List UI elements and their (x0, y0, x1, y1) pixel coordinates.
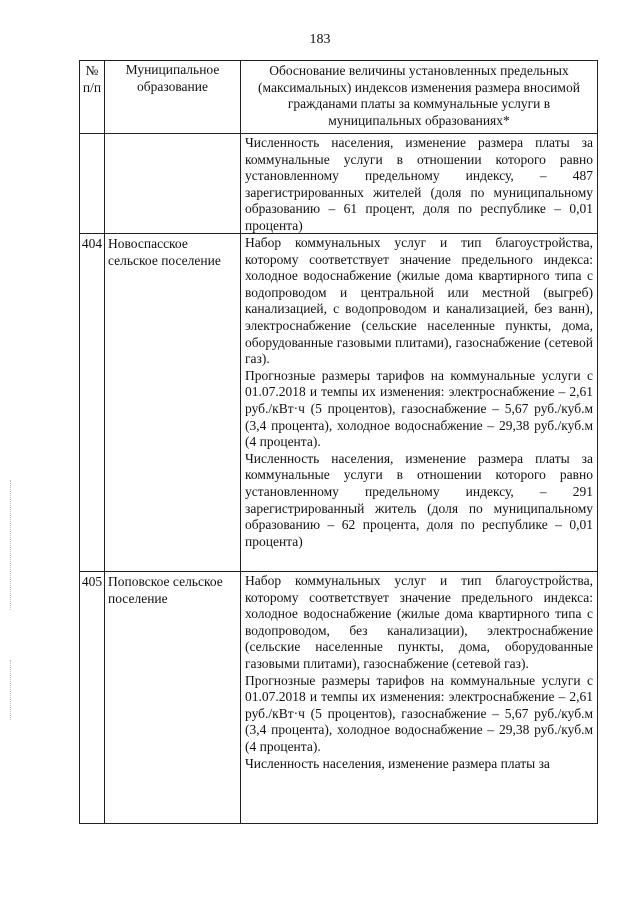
page-number: 183 (309, 32, 331, 47)
justification-paragraph: Численность населения, изменение размера платы за (245, 755, 550, 771)
justification-paragraph: Прогнозные размеры тарифов на коммунальные услуги с 01.07.2018 и темпы их изменения: электроснабжение – 2,61 руб./кВт·ч (5 процентов), газоснабжение – 5,67 руб./куб.м (3,4 процента), холодное водоснабжение – 29,38 руб./куб.м (4 процента). (245, 367, 593, 450)
row-num (80, 134, 105, 233)
header-num: № п/п (80, 61, 105, 133)
municipality-name: Поповское сельское поселение (108, 574, 223, 606)
header-municipality: Муниципальное образование (105, 61, 241, 133)
municipality-name: Новоспасское сельское поселение (108, 236, 221, 268)
table-header-row (80, 61, 597, 134)
scan-margin-mark (10, 660, 12, 720)
justification-paragraph: Набор коммунальных услуг и тип благоустройства, которому соответствует значение предельного индекса: холодное водоснабжение (жилые дома квартирного типа с водопроводом и центральной или местной (выгреб) канализацией, с водопроводом и канализацией, без ванн), электроснабжение (сельские населенные пункты, дома, оборудованные газовыми плитами), газоснабжение (сетевой газ). (245, 235, 593, 367)
row-municipality (105, 572, 241, 824)
justification-paragraph: Прогнозные размеры тарифов на коммунальные услуги с 01.07.2018 и темпы их изменения: электроснабжение – 2,61 руб./кВт·ч (5 процентов), газоснабжение – 5,67 руб./куб.м (3,4 процента), холодное водоснабжение – 29,38 руб./куб.м (4 процента). (245, 672, 593, 754)
scan-margin-mark (10, 480, 12, 610)
table-row (80, 234, 597, 572)
row-num: 404 (80, 234, 105, 571)
row-municipality (105, 234, 241, 571)
row-justification (241, 134, 597, 233)
justification-paragraph: Набор коммунальных услуг и тип благоустройства, которому соответствует значение предельного индекса: холодное водоснабжение (жилые дома квартирного типа с водопроводом, без канализации), электроснабжение (сельские населенные пункты, дома, оборудованные газовыми плитами), газоснабжение (сетевой газ). (245, 573, 593, 671)
table-row (80, 134, 597, 234)
justification-paragraph: Численность населения, изменение размера платы за коммунальные услуги в отношении которого равно установленному предельному индексу, – 291 зарегистрированный житель (доля по муниципальному образованию – 62 процента, доля по республике – 0,01 процента) (245, 450, 593, 549)
table-row (80, 572, 597, 824)
row-justification (241, 572, 597, 824)
row-municipality (105, 134, 241, 233)
tariff-table (79, 60, 598, 824)
row-justification (241, 234, 597, 571)
header-justification: Обоснование величины установленных предельных (максимальных) индексов изменения размера вносимой гражданами платы за коммунальные услуги в муниципальных образованиях* (258, 63, 580, 128)
justification-paragraph: Численность населения, изменение размера платы за коммунальные услуги в отношении которого равно установленному предельному индексу, – 487 зарегистрированных жителей (доля по муниципальному образованию – 61 процент, доля по республике – 0,01 процента) (245, 135, 593, 233)
row-num: 405 (80, 572, 105, 824)
